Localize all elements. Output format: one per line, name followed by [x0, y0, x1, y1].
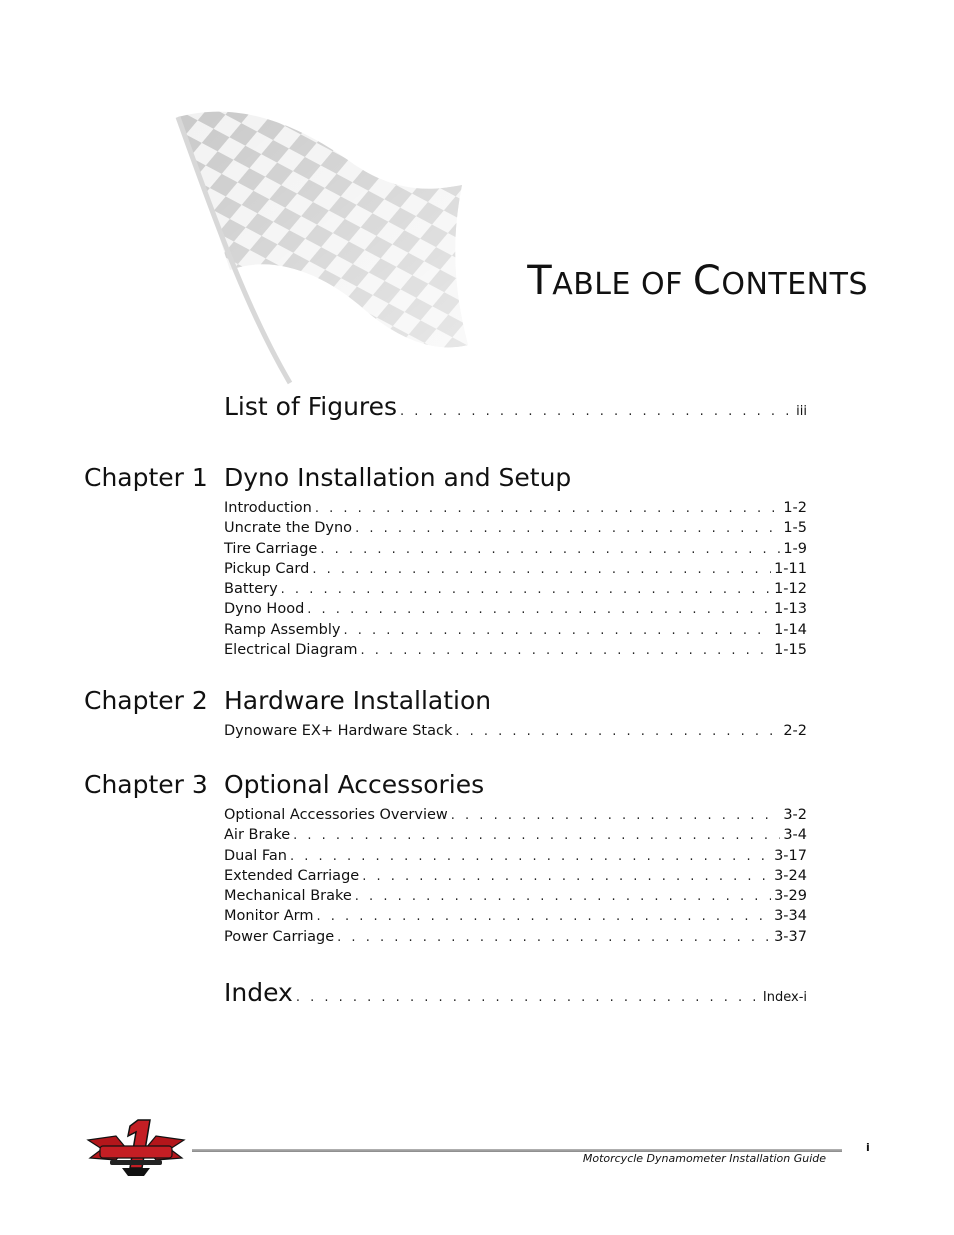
- toc-entry[interactable]: Uncrate the Dyno . . . 1-5: [224, 520, 807, 540]
- toc-entry-index[interactable]: Index . . . Index-i: [224, 978, 807, 1007]
- chapter-entries: [224, 500, 807, 662]
- toc-entry[interactable]: Optional Accessories Overview . . . 3-2: [224, 807, 807, 827]
- toc-entry[interactable]: Monitor Arm . . . 3-34: [224, 908, 807, 928]
- toc-entry[interactable]: Introduction . . . 1-2: [224, 500, 807, 520]
- page-number: i: [866, 1141, 870, 1154]
- toc-entry[interactable]: Tire Carriage . . . 1-9: [224, 541, 807, 561]
- toc-entry[interactable]: Ramp Assembly . . . 1-14: [224, 622, 807, 642]
- toc-entry[interactable]: Pickup Card . . . 1-11: [224, 561, 807, 581]
- toc-entry-list-of-figures[interactable]: List of Figures . . . iii: [224, 392, 807, 421]
- toc-entry[interactable]: Dynoware EX+ Hardware Stack . . . 2-2: [224, 723, 807, 743]
- toc-entry[interactable]: Mechanical Brake . . . 3-29: [224, 888, 807, 908]
- toc-entry[interactable]: Air Brake . . . 3-4: [224, 827, 807, 847]
- dot-leader: [400, 404, 793, 419]
- toc-entry[interactable]: Electrical Diagram . . . 1-15: [224, 642, 807, 662]
- toc-entry[interactable]: Dyno Hood . . . 1-13: [224, 601, 807, 621]
- toc-entry[interactable]: Power Carriage . . . 3-37: [224, 929, 807, 949]
- page-title: TABLE OF CONTENTS: [527, 258, 868, 304]
- chapter-entries: [224, 807, 807, 949]
- dynojet-logo-icon: [86, 1118, 186, 1178]
- toc-entry[interactable]: Extended Carriage . . . 3-24: [224, 868, 807, 888]
- toc-entry[interactable]: Dual Fan . . . 3-17: [224, 848, 807, 868]
- chapter-entries: [224, 723, 807, 743]
- toc-entry[interactable]: Battery . . . 1-12: [224, 581, 807, 601]
- dot-leader: [296, 990, 760, 1005]
- footer-guide-title: Motorcycle Dynamometer Installation Guide: [582, 1152, 826, 1165]
- checkered-flag-icon: [150, 95, 480, 385]
